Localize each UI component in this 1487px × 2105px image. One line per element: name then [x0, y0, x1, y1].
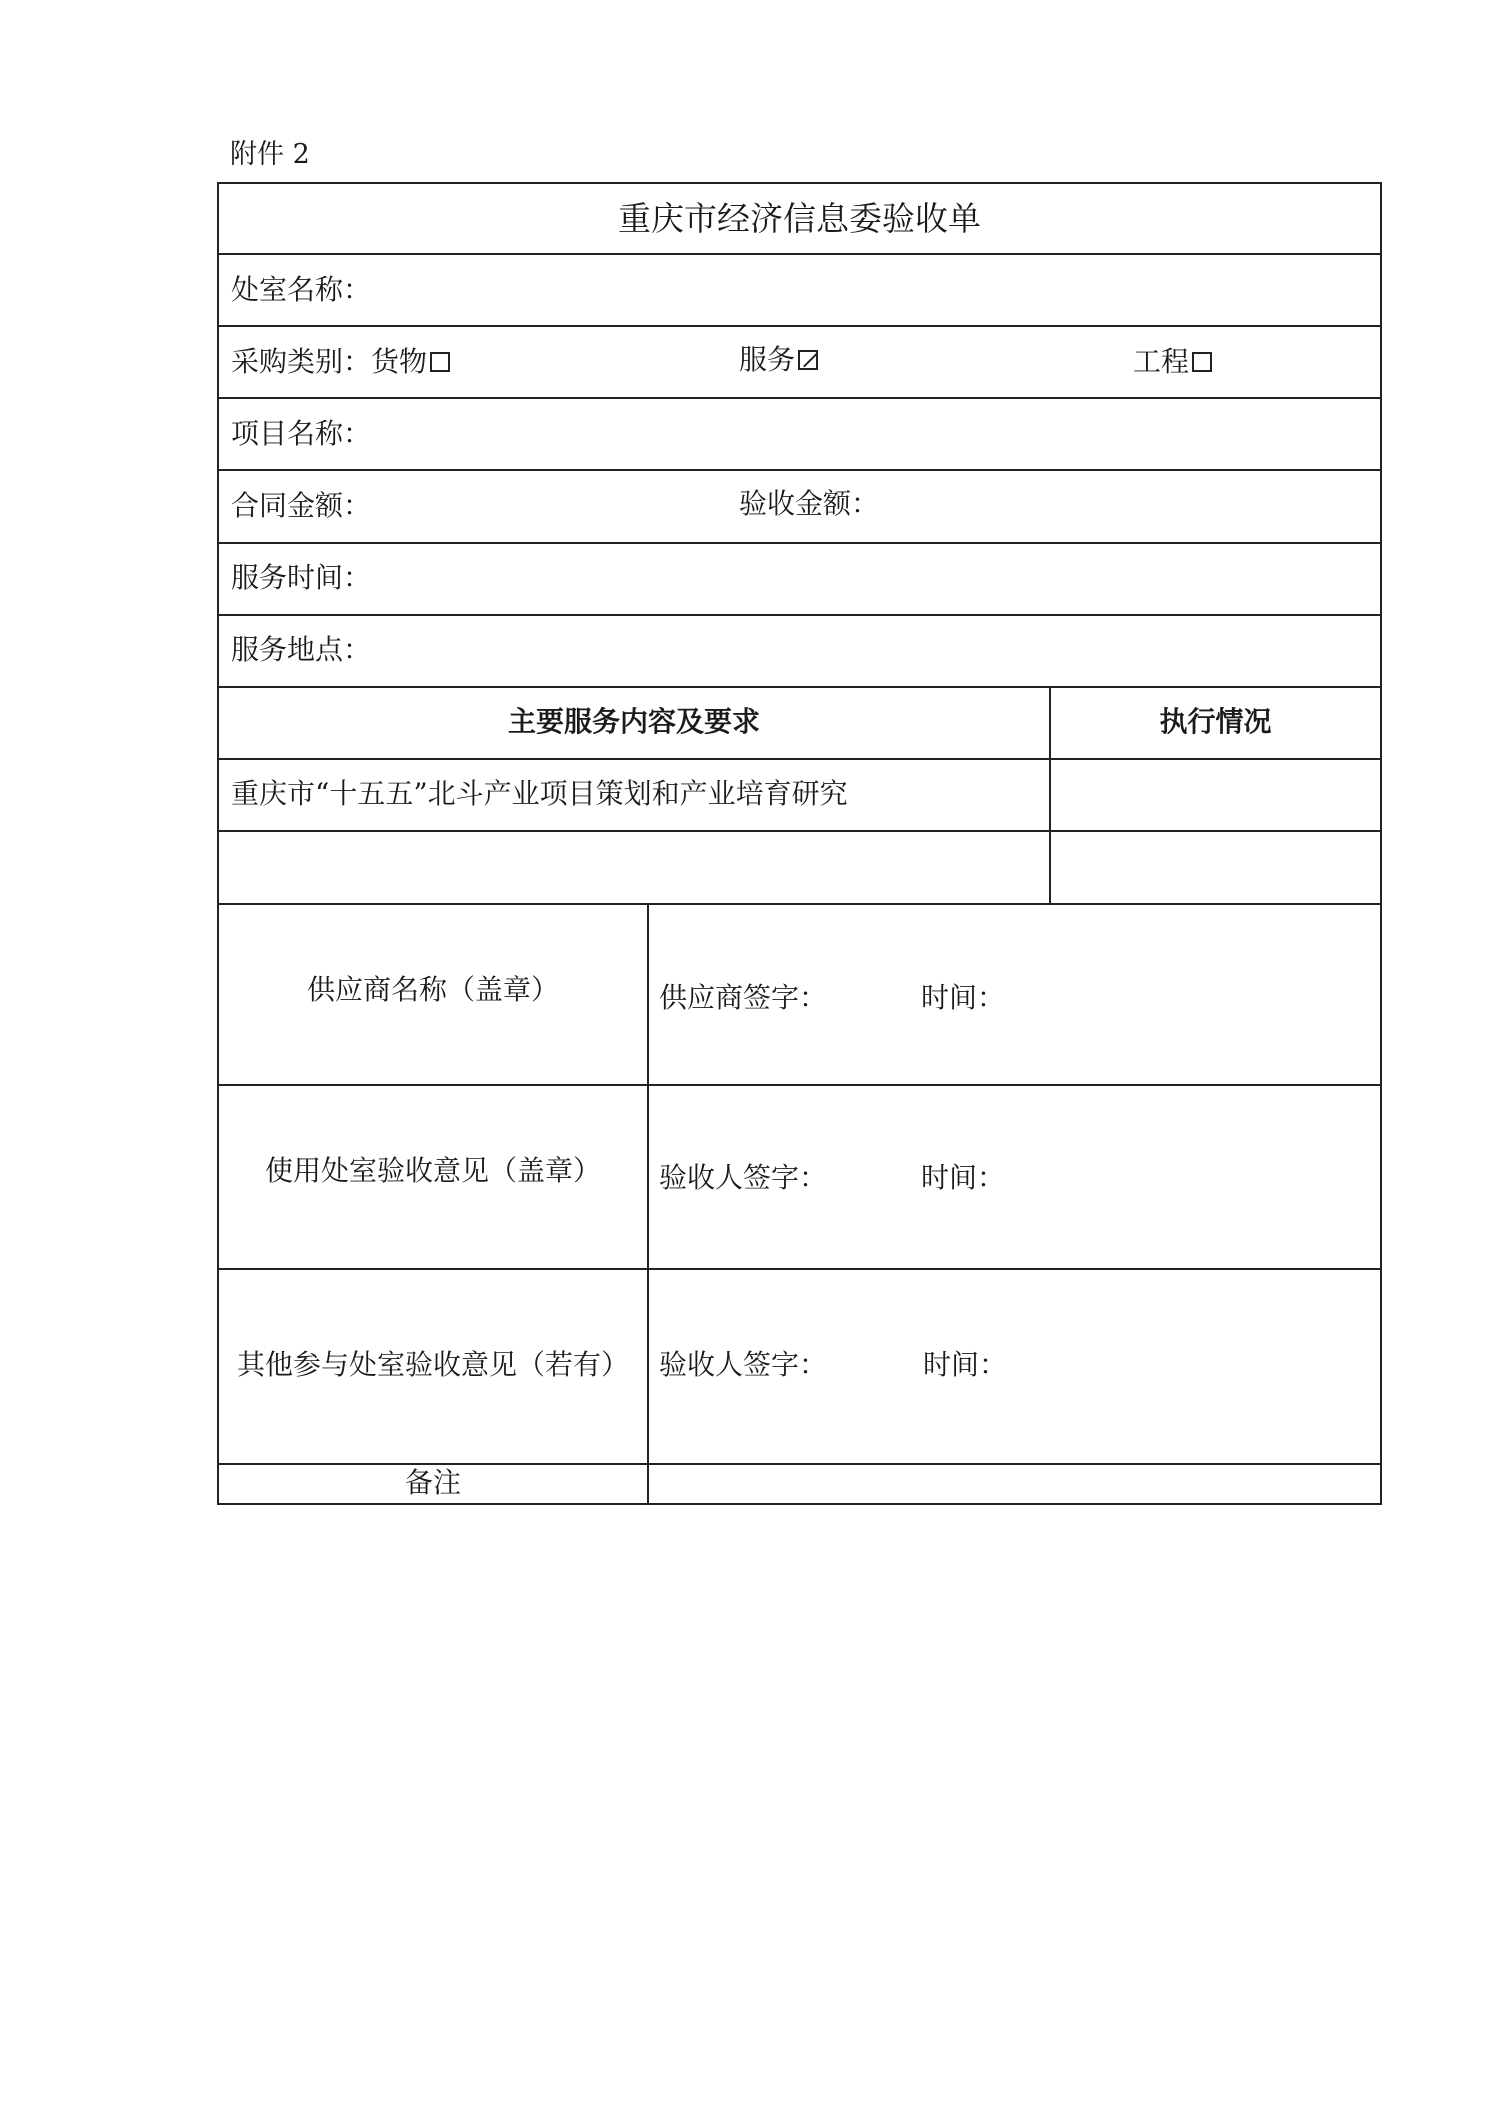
content-header: 主要服务内容及要求: [507, 705, 760, 738]
supplier-name-label: 供应商名称（盖章）: [306, 973, 559, 1006]
column-divider: [647, 903, 649, 1505]
content-row: 重庆市“十五五”北斗产业项目策划和产业培育研究: [231, 777, 848, 810]
other-dept-time-label: 时间：: [923, 1348, 1008, 1381]
option-engineering-label: 工程: [1133, 345, 1190, 378]
other-dept-opinion-label: 其他参与处室验收意见（若有）: [236, 1348, 629, 1381]
supplier-sign-label: 供应商签字：: [659, 981, 828, 1014]
engineering-checkbox[interactable]: [1192, 352, 1212, 372]
acceptance-form: [217, 182, 1382, 1505]
row-divider: [219, 542, 1380, 544]
remarks-label: 备注: [404, 1466, 461, 1499]
acceptance-amount-label: 验收金额：: [739, 487, 880, 520]
row-divider: [219, 1084, 1380, 1086]
row-divider: [219, 1463, 1380, 1465]
dept-label: 处室名称：: [231, 273, 372, 306]
form-title: 重庆市经济信息委验收单: [618, 199, 981, 238]
row-divider: [219, 686, 1380, 688]
row-divider: [219, 469, 1380, 471]
supplier-time-label: 时间：: [921, 981, 1006, 1014]
contract-amount-label: 合同金额：: [231, 489, 372, 522]
row-divider: [219, 830, 1380, 832]
row-divider: [219, 903, 1380, 905]
service-checkbox[interactable]: [798, 350, 818, 370]
row-divider: [219, 758, 1380, 760]
category-label: 采购类别：: [231, 345, 372, 378]
other-dept-sign-label: 验收人签字：: [659, 1348, 828, 1381]
row-divider: [219, 1268, 1380, 1270]
user-dept-opinion-label: 使用处室验收意见（盖章）: [264, 1154, 601, 1187]
engineering-option: [1133, 345, 1212, 378]
status-header: 执行情况: [1159, 705, 1272, 738]
row-divider: [219, 325, 1380, 327]
user-dept-time-label: 时间：: [921, 1161, 1006, 1194]
option-goods-label: 货物: [371, 345, 428, 378]
service-option: [739, 343, 818, 376]
row-divider: [219, 253, 1380, 255]
category-row: [231, 345, 450, 378]
attachment-label: 附件 2: [230, 139, 310, 170]
goods-checkbox[interactable]: [430, 352, 450, 372]
project-label: 项目名称：: [231, 417, 372, 450]
row-divider: [219, 614, 1380, 616]
service-time-label: 服务时间：: [231, 561, 372, 594]
service-place-label: 服务地点：: [231, 633, 372, 666]
user-dept-sign-label: 验收人签字：: [659, 1161, 828, 1194]
option-service-label: 服务: [739, 343, 796, 376]
row-divider: [219, 397, 1380, 399]
